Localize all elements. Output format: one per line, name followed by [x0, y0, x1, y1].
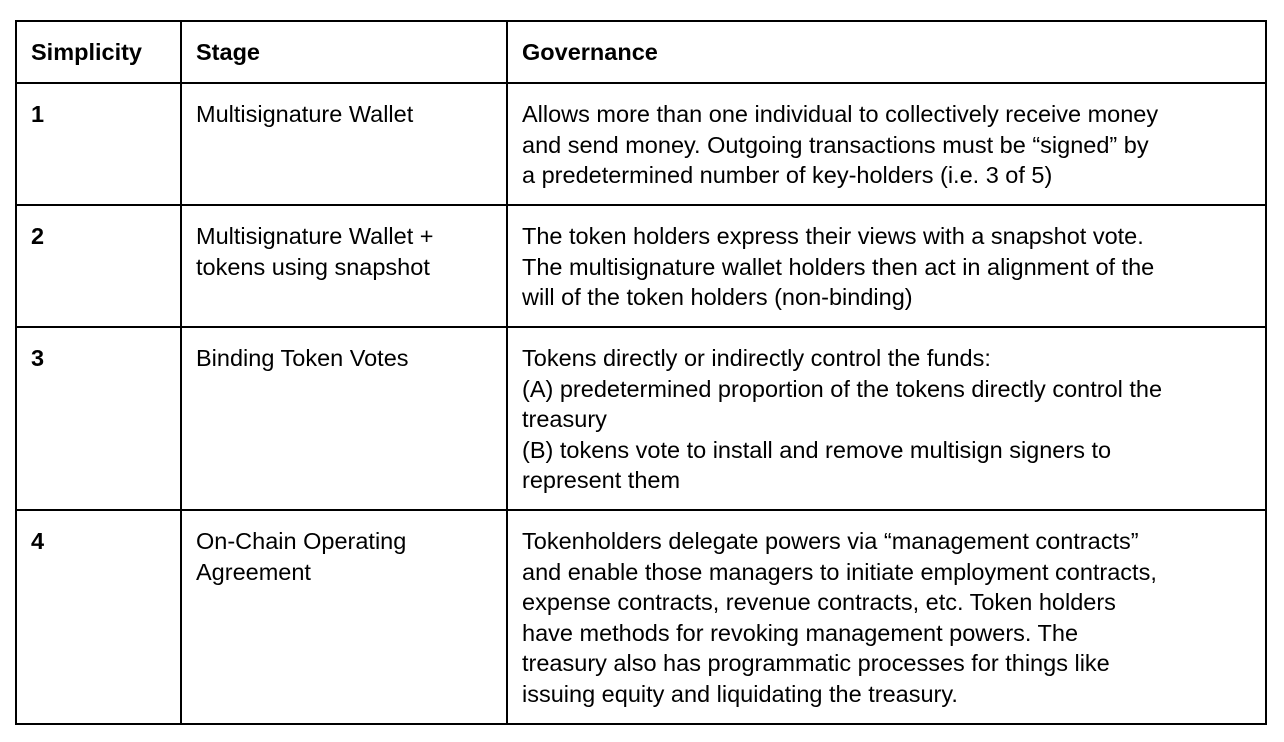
stage-value: Multisignature Wallet + tokens using snapshot	[196, 223, 434, 280]
table-header-row	[16, 21, 1266, 83]
table-row	[16, 205, 1266, 327]
simplicity-cell	[16, 83, 181, 205]
table-row	[16, 510, 1266, 724]
governance-cell	[507, 83, 1266, 205]
stage-cell	[181, 510, 507, 724]
governance-cell	[507, 327, 1266, 510]
table-row	[16, 327, 1266, 510]
stage-cell	[181, 205, 507, 327]
simplicity-cell	[16, 205, 181, 327]
simplicity-value: 4	[31, 528, 45, 554]
stage-value: Binding Token Votes	[196, 345, 409, 371]
simplicity-cell	[16, 510, 181, 724]
governance-value: Tokenholders delegate powers via “management contracts” and enable those managers to initiate employment contracts, expense contracts, revenue contracts, etc. Token holders have methods for revoking management powers. The treasury also has programmatic processes for things like issuing equity and liquidating the treasury.	[522, 528, 1157, 707]
simplicity-cell	[16, 327, 181, 510]
governance-cell	[507, 205, 1266, 327]
stage-cell	[181, 83, 507, 205]
governance-value: The token holders express their views with a snapshot vote. The multisignature wallet holders then act in alignment of the will of the token holders (non-binding)	[522, 223, 1155, 310]
stage-cell	[181, 327, 507, 510]
governance-cell	[507, 510, 1266, 724]
governance-value: Tokens directly or indirectly control the funds: (A) predetermined proportion of the tokens directly control the treasury (B) tokens vote to install and remove multisign signers to represent them	[522, 345, 1163, 493]
header-stage: Stage	[181, 21, 507, 83]
header-simplicity: Simplicity	[16, 21, 181, 83]
governance-value: Allows more than one individual to collectively receive money and send money. Outgoing transactions must be “signed” by a predetermined number of key-holders (i.e. 3 of 5)	[522, 101, 1159, 188]
simplicity-value: 2	[31, 223, 45, 249]
header-governance: Governance	[507, 21, 1266, 83]
simplicity-value: 3	[31, 345, 45, 371]
table-row	[16, 83, 1266, 205]
simplicity-value: 1	[31, 101, 45, 127]
stage-value: Multisignature Wallet	[196, 101, 414, 127]
stage-value: On-Chain Operating Agreement	[196, 528, 407, 585]
governance-table	[15, 20, 1267, 725]
